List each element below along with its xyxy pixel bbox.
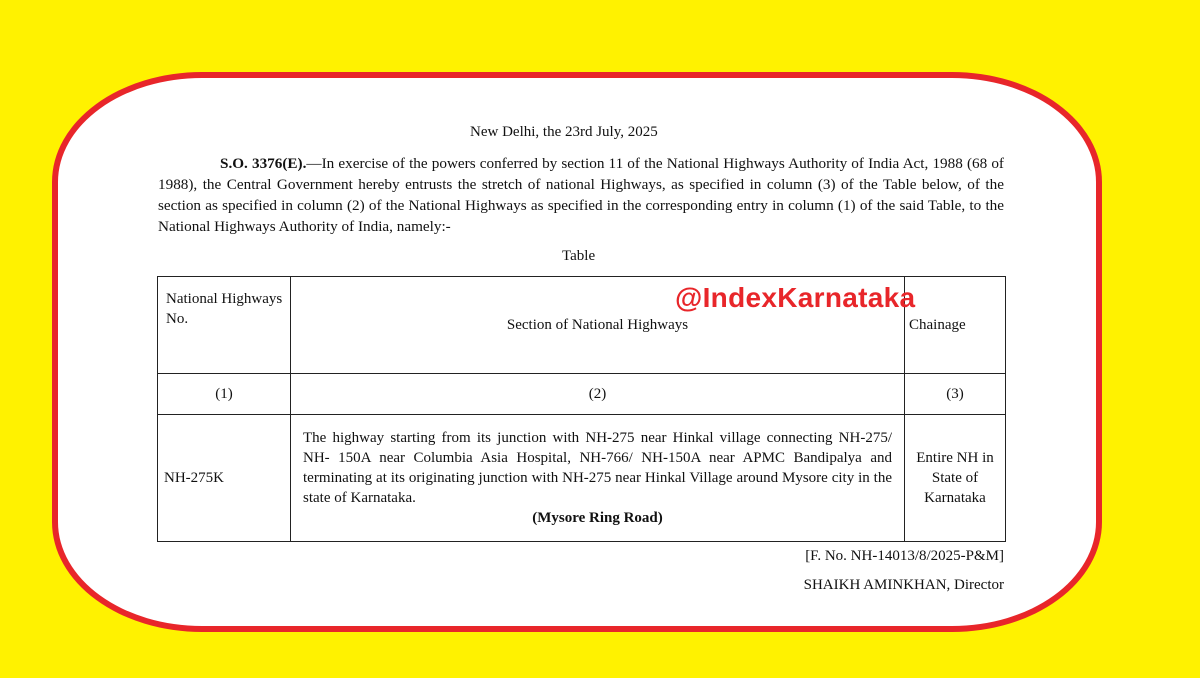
column-number-2: (2): [291, 374, 905, 415]
order-number: S.O. 3376(E).: [220, 155, 307, 172]
watermark-handle: @IndexKarnataka: [675, 282, 916, 313]
signatory: SHAIKH AMINKHAN, Director: [803, 577, 1004, 593]
table-column-number-row: [158, 374, 1006, 415]
header-section-of-national-highways: Section of National Highways: [291, 277, 905, 374]
section-title: (Mysore Ring Road): [532, 510, 663, 526]
header-chainage: Chainage: [905, 277, 1006, 374]
highway-table: [157, 276, 1006, 542]
table-row: [158, 415, 1006, 542]
file-number: [F. No. NH-14013/8/2025-P&M]: [805, 548, 1004, 564]
nh-number-cell: NH-275K: [158, 415, 291, 542]
dateline: New Delhi, the 23rd July, 2025: [470, 124, 658, 140]
section-description: The highway starting from its junction with NH-275 near Hinkal village connecting NH-275/ NH- 150A near Columbia Asia Hospital, NH-766/ NH-150A near APMC Bandipalya and terminating at its originating junction with NH-275 near Hinkal Village around Mysore city in the state of Karnataka.: [303, 430, 892, 506]
chainage-cell: Entire NH in State of Karnataka: [905, 415, 1006, 542]
notification-body: —In exercise of the powers conferred by section 11 of the National Highways Authority of India Act, 1988 (68 of 1988), the Central Government hereby entrusts the stretch of national Highways, as specified in column (3) of the Table below, of the section as specified in column (2) of the National Highways as specified in the corresponding entry in column (1) of the said Table, to the National Highways Authority of India, namely:-: [158, 155, 1004, 235]
header-national-highways-no: National Highways No.: [158, 277, 291, 374]
column-number-3: (3): [905, 374, 1006, 415]
table-caption: Table: [562, 248, 596, 264]
section-description-cell: [291, 415, 905, 542]
column-number-1: (1): [158, 374, 291, 415]
notification-paragraph: [158, 153, 1004, 237]
